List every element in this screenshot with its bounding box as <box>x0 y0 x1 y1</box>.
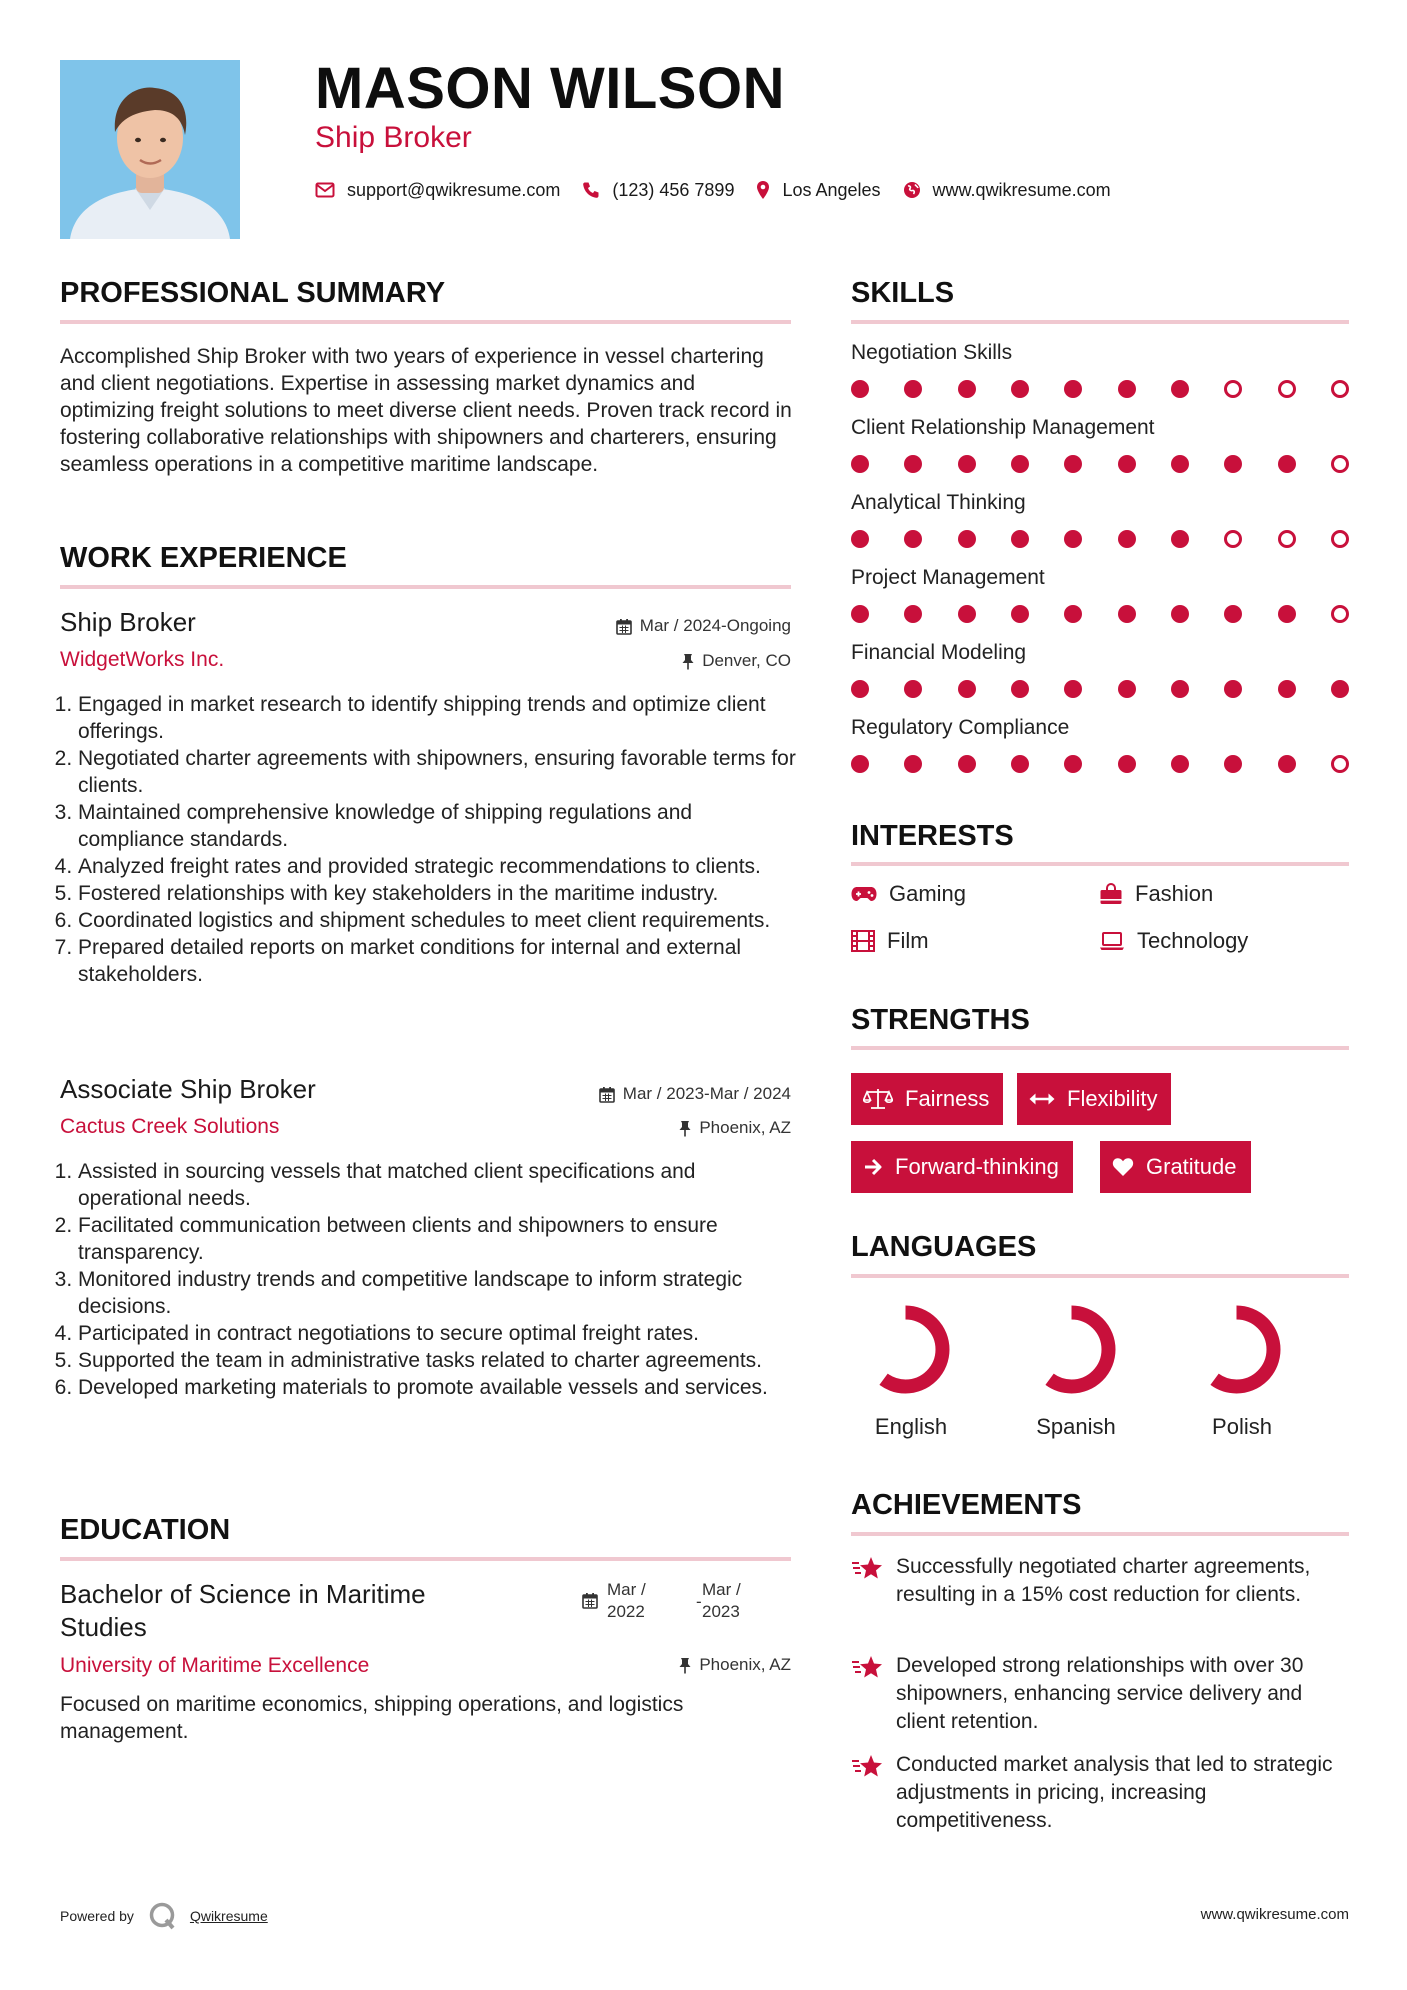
strength-badge <box>1100 1141 1251 1193</box>
calendar-icon <box>616 618 632 635</box>
profile-photo <box>60 60 240 239</box>
list-item: 1. Engaged in market research to identify shipping trends and optimize client offerings. <box>78 691 800 745</box>
person-portrait-icon <box>60 60 240 239</box>
rating-dot-filled <box>904 530 922 548</box>
skill-rating <box>851 454 1349 474</box>
job-dates-text: Mar / 2023-Mar / 2024 <box>622 1084 791 1103</box>
achievement-text: Successfully negotiated charter agreements, resulting in a 15% cost reduction for clients. <box>896 1555 1311 1606</box>
pushpin-icon <box>682 653 694 670</box>
edu-location-text: Phoenix, AZ <box>699 1655 791 1674</box>
rating-dot-filled <box>958 755 976 773</box>
rating-dot-empty <box>1224 380 1242 398</box>
rating-dot-filled <box>1064 380 1082 398</box>
rating-dot-filled <box>958 380 976 398</box>
rating-dot-filled <box>851 755 869 773</box>
job-dates <box>599 1084 791 1104</box>
skill-name: Project Management <box>851 566 1045 589</box>
experience-divider <box>60 585 791 589</box>
strengths-heading: STRENGTHS <box>851 1004 1030 1036</box>
rating-dot-filled <box>1118 755 1136 773</box>
list-item: 4. Analyzed freight rates and provided strategic recommendations to clients. <box>78 853 800 880</box>
experience-heading: WORK EXPERIENCE <box>60 542 347 574</box>
rating-dot-filled <box>904 605 922 623</box>
rating-dot-filled <box>851 380 869 398</box>
rating-dot-filled <box>1118 605 1136 623</box>
film-icon <box>851 930 875 952</box>
rating-dot-filled <box>851 605 869 623</box>
rating-dot-empty <box>1278 530 1296 548</box>
rating-dot-filled <box>904 755 922 773</box>
job-title: Associate Ship Broker <box>60 1074 316 1104</box>
phone-text: (123) 456 7899 <box>612 179 735 200</box>
edu-end-month: Mar / <box>702 1580 741 1599</box>
qwikresume-link[interactable]: Qwikresume <box>189 1908 268 1924</box>
gamepad-icon <box>851 886 877 902</box>
strength-badge <box>851 1141 1073 1193</box>
rating-dot-filled <box>1011 380 1029 398</box>
skill-rating <box>851 379 1349 399</box>
candidate-title: Ship Broker <box>315 121 472 154</box>
rating-dot-empty <box>1278 380 1296 398</box>
rating-dot-filled <box>851 680 869 698</box>
job-title: Ship Broker <box>60 607 196 637</box>
laptop-icon <box>1099 931 1125 951</box>
summary-text: Accomplished Ship Broker with two years of experience in vessel chartering and client negotiations. Expertise in assessing market dynamics and optimizing freight solutions to meet diverse client needs. Proven track record in fostering collaborative relationships with shipowners and charterers, ensuring seamless operations in a competitive maritime landscape. <box>60 345 792 476</box>
rating-dot-filled <box>958 530 976 548</box>
rating-dot-filled <box>1064 755 1082 773</box>
rating-dot-filled <box>1118 680 1136 698</box>
job-location-text: Phoenix, AZ <box>699 1118 791 1137</box>
rating-dot-filled <box>1224 680 1242 698</box>
languages-divider <box>851 1274 1349 1278</box>
list-item: 5. Fostered relationships with key stakeholders in the maritime industry. <box>78 880 800 907</box>
languages-heading: LANGUAGES <box>851 1231 1037 1263</box>
achievements-divider <box>851 1532 1349 1536</box>
list-item: 5. Supported the team in administrative tasks related to charter agreements. <box>78 1347 800 1374</box>
job-location <box>682 651 791 671</box>
summary-heading: PROFESSIONAL SUMMARY <box>60 277 446 309</box>
skills-divider <box>851 320 1349 324</box>
list-item: 2. Negotiated charter agreements with shipowners, ensuring favorable terms for clients. <box>78 745 800 799</box>
strength-label: Gratitude <box>1146 1154 1237 1179</box>
skill-rating <box>851 529 1349 549</box>
job-location-text: Denver, CO <box>702 651 791 670</box>
job-location <box>679 1118 791 1138</box>
strength-label: Flexibility <box>1067 1086 1158 1111</box>
language-ring-spanish <box>1024 1302 1119 1397</box>
rating-dot-filled <box>1064 455 1082 473</box>
education-divider <box>60 1557 791 1561</box>
interest-film <box>851 928 929 954</box>
skill-name: Analytical Thinking <box>851 491 1026 514</box>
skill-rating <box>851 604 1349 624</box>
email-text: support@qwikresume.com <box>347 179 561 200</box>
contact-email[interactable] <box>315 180 560 201</box>
job-bullets <box>60 691 800 988</box>
strength-label: Fairness <box>905 1086 990 1111</box>
list-item: 7. Prepared detailed reports on market conditions for internal and external stakeholders. <box>78 934 800 988</box>
shooting-star-icon <box>851 1555 883 1581</box>
rating-dot-empty <box>1331 605 1349 623</box>
rating-dot-filled <box>904 680 922 698</box>
footer-website[interactable]: www.qwikresume.com <box>1200 1906 1349 1923</box>
rating-dot-filled <box>904 455 922 473</box>
achievement-text: Conducted market analysis that led to strategic adjustments in pricing, increasing competitiveness. <box>896 1753 1333 1832</box>
rating-dot-filled <box>1011 755 1029 773</box>
rating-dot-filled <box>1118 455 1136 473</box>
rating-dot-filled <box>1171 605 1189 623</box>
rating-dot-filled <box>851 455 869 473</box>
list-item: 3. Monitored industry trends and competitive landscape to inform strategic decisions. <box>78 1266 800 1320</box>
school-name: University of Maritime Excellence <box>60 1654 370 1677</box>
company-name: Cactus Creek Solutions <box>60 1115 280 1138</box>
rating-dot-filled <box>1278 605 1296 623</box>
list-item: 6. Coordinated logistics and shipment schedules to meet client requirements. <box>78 907 800 934</box>
job-dates <box>616 616 791 636</box>
edu-start-year: 2022 <box>607 1602 645 1621</box>
rating-dot-filled <box>1224 755 1242 773</box>
rating-dot-filled <box>1171 455 1189 473</box>
rating-dot-filled <box>1118 380 1136 398</box>
shopping-bag-icon <box>1099 883 1123 905</box>
strength-badge <box>1017 1073 1171 1125</box>
arrow-right-icon <box>863 1157 883 1177</box>
skill-name: Client Relationship Management <box>851 416 1155 439</box>
calendar-icon <box>582 1592 598 1609</box>
skill-rating <box>851 679 1349 699</box>
language-ring-polish <box>1189 1302 1284 1397</box>
qwikresume-logo-icon <box>148 1901 178 1931</box>
rating-dot-filled <box>1171 530 1189 548</box>
interests-divider <box>851 862 1349 866</box>
interest-fashion <box>1099 881 1213 907</box>
interests-heading: INTERESTS <box>851 820 1014 852</box>
rating-dot-filled <box>1171 380 1189 398</box>
edu-start-month: Mar / <box>607 1580 646 1599</box>
list-item: 3. Maintained comprehensive knowledge of shipping regulations and compliance standards. <box>78 799 800 853</box>
skill-rating <box>851 754 1349 774</box>
rating-dot-filled <box>1278 680 1296 698</box>
language-ring-english <box>858 1302 953 1397</box>
candidate-name: MASON WILSON <box>315 56 785 121</box>
rating-dot-empty <box>1331 530 1349 548</box>
achievements-heading: ACHIEVEMENTS <box>851 1489 1082 1521</box>
skill-name: Negotiation Skills <box>851 341 1013 364</box>
rating-dot-filled <box>1278 455 1296 473</box>
rating-dot-filled <box>1011 605 1029 623</box>
interest-label: Fashion <box>1135 881 1214 906</box>
list-item: 2. Facilitated communication between clients and shipowners to ensure transparency. <box>78 1212 800 1266</box>
rating-dot-filled <box>1064 680 1082 698</box>
skills-heading: SKILLS <box>851 277 955 309</box>
contact-phone[interactable] <box>582 180 734 201</box>
rating-dot-empty <box>1331 455 1349 473</box>
rating-dot-filled <box>958 680 976 698</box>
rating-dot-filled <box>958 605 976 623</box>
rating-dot-filled <box>1278 755 1296 773</box>
rating-dot-filled <box>1011 680 1029 698</box>
summary-divider <box>60 320 791 324</box>
calendar-icon <box>599 1086 615 1103</box>
education-description: Focused on maritime economics, shipping operations, and logistics management. <box>60 1693 684 1743</box>
rating-dot-filled <box>904 380 922 398</box>
location-text: Los Angeles <box>782 179 881 200</box>
contact-website[interactable] <box>903 180 1111 201</box>
contact-location <box>756 180 880 201</box>
pushpin-icon <box>679 1657 691 1674</box>
company-name: WidgetWorks Inc. <box>60 648 225 671</box>
heart-icon <box>1112 1157 1134 1177</box>
achievement-text: Developed strong relationships with over 30 shipowners, enhancing service delivery and client retention. <box>896 1654 1304 1733</box>
contact-bar <box>315 178 1133 202</box>
skill-name: Regulatory Compliance <box>851 716 1070 739</box>
pushpin-icon <box>679 1120 691 1137</box>
rating-dot-filled <box>1331 680 1349 698</box>
rating-dot-filled <box>1171 680 1189 698</box>
rating-dot-filled <box>1224 455 1242 473</box>
strengths-divider <box>851 1046 1349 1050</box>
education-heading: EDUCATION <box>60 1514 231 1546</box>
rating-dot-empty <box>1331 380 1349 398</box>
interest-technology <box>1099 928 1248 954</box>
rating-dot-filled <box>1011 455 1029 473</box>
rating-dot-filled <box>1171 755 1189 773</box>
interest-label: Gaming <box>889 881 967 906</box>
list-item: 1. Assisted in sourcing vessels that matched client specifications and operational needs. <box>78 1158 800 1212</box>
rating-dot-filled <box>1064 530 1082 548</box>
rating-dot-filled <box>958 455 976 473</box>
rating-dot-filled <box>1224 605 1242 623</box>
shooting-star-icon <box>851 1654 883 1680</box>
language-name: Polish <box>1212 1414 1272 1439</box>
degree-title-line2: Studies <box>60 1612 147 1642</box>
website-text: www.qwikresume.com <box>932 179 1111 200</box>
globe-icon <box>903 181 921 199</box>
interest-label: Technology <box>1137 928 1249 953</box>
rating-dot-filled <box>1064 605 1082 623</box>
arrows-horizontal-icon <box>1029 1091 1055 1107</box>
language-name: Spanish <box>1036 1414 1116 1439</box>
interest-label: Film <box>887 928 929 953</box>
strength-label: Forward-thinking <box>895 1154 1059 1179</box>
edu-date-separator: - <box>696 1592 702 1611</box>
balance-scale-icon <box>863 1087 893 1111</box>
edu-end-year: 2023 <box>702 1602 740 1621</box>
list-item: 4. Participated in contract negotiations to secure optimal freight rates. <box>78 1320 800 1347</box>
envelope-icon <box>315 182 335 198</box>
rating-dot-empty <box>1224 530 1242 548</box>
skill-name: Financial Modeling <box>851 641 1027 664</box>
rating-dot-filled <box>1118 530 1136 548</box>
rating-dot-empty <box>1331 755 1349 773</box>
interest-gaming <box>851 881 966 907</box>
rating-dot-filled <box>1011 530 1029 548</box>
language-name: English <box>874 1414 948 1439</box>
list-item: 6. Developed marketing materials to promote available vessels and services. <box>78 1374 800 1401</box>
powered-by-text: Powered by <box>60 1908 134 1924</box>
shooting-star-icon <box>851 1753 883 1779</box>
strength-badge <box>851 1073 1003 1125</box>
job-dates-text: Mar / 2024-Ongoing <box>639 616 791 635</box>
job-bullets <box>60 1158 800 1401</box>
rating-dot-filled <box>851 530 869 548</box>
degree-title-line1: Bachelor of Science in Maritime <box>60 1579 426 1609</box>
footer-powered-by <box>60 1901 268 1931</box>
edu-location <box>679 1655 791 1675</box>
phone-icon <box>582 181 600 199</box>
map-pin-icon <box>756 180 770 200</box>
